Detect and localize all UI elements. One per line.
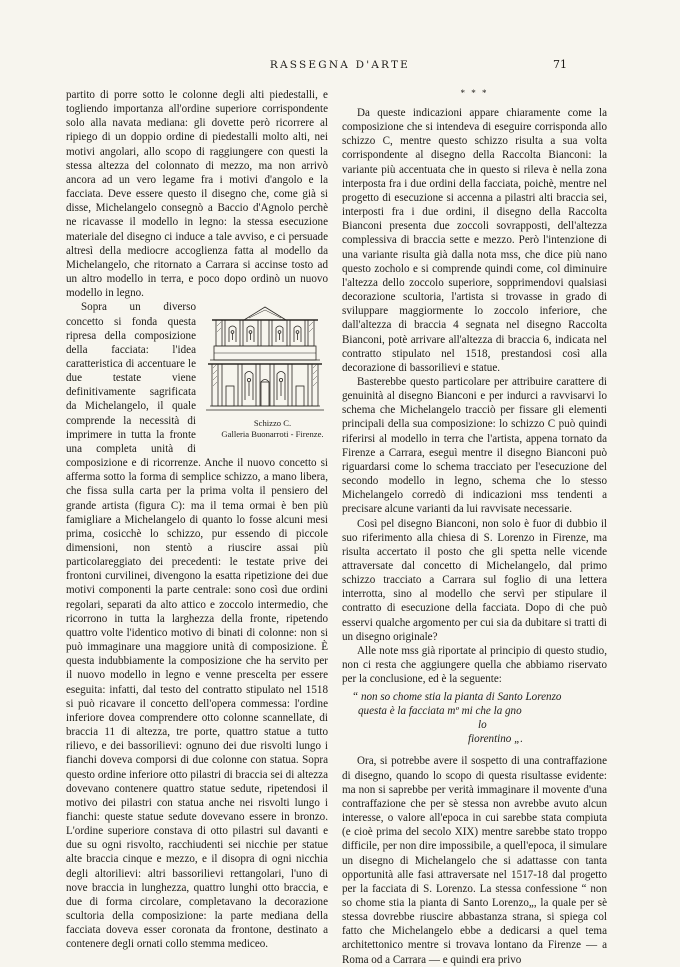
figure-schizzo-c [202, 302, 328, 450]
quote-line: “ non so chome stia la pianta di Santo Lorenzo [352, 691, 562, 704]
facade-sketch-image [202, 302, 328, 416]
caption-title: Schizzo C. [253, 418, 292, 429]
caption-source: Galleria Buonarroti - Firenze. [221, 428, 324, 439]
page-number: 71 [553, 58, 567, 71]
section-break: * * * [460, 88, 489, 98]
paragraph: partito di porre sotto le colonne degli alti piedestalli, e togliendo importanza all'ordine superiore corrispondente solo alla navata mediana: gli dovette però ricorrere al ripiego di un doppio ordine di piedestalli molto alti, nei motivi angolari, allo scopo di raggiungere con questi la stessa altezza del colonnato di mezzo, ma non arrivò ancora ad un vero legame fra i motivi d'angolo e la facciata. Deve essere questo il disegno che, come già si disse, Michelangelo consegnò a Baccio d'Agnolo perchè ne ricavasse il modello in legno: la stessa esecuzione materiale del disegno ci induce a tale avviso, e ci persuade altresì della mediocre accoglienza fatta al modello da Michelangelo, che ritornato a Carrara si accinse tosto ad un altro modello in terra, e poco dopo ordinò un nuovo modello in legno. [66, 89, 328, 300]
paragraph: Così pel disegno Bianconi, non solo è fuor di dubbio il suo riferimento alla chiesa di S. Lorenzo in Firenze, ma risulta accertato il posto che gli spetta nelle vicende attraversate dal concetto di Michelangelo, dal primo schizzo tracciato a Carrara sul foglio di una lettera interrotta, sino al modello che servì per stipulare il contratto di esecuzione della facciata. Dopo di che può esservi qualche argomento per cui sia da dubitare si tratti di un disegno originale? [342, 517, 607, 643]
figure-caption [202, 418, 328, 439]
paragraph: Da queste indicazioni appare chiaramente come la composizione che si intendeva di eseguire corrisponda allo schizzo C, mentre questo schizzo risulta a sua volta corrispondente al disegno della Raccolta Bianconi: la variante più accentuata che in questo si rileva è nella zona interposta fra i due ordini della facciata, poichè, mentre nel progetto di esecuzione si accenna a pilastri alti braccia sei, interposti fra i due ordini, il disegno della Raccolta Bianconi presenta due zoccoli sovrapposti, dell'altezza complessiva di braccia sette e mezzo. Però l'intenzione di una variante risulta già dalla nota mss, che dice più nano questo zocholo e si comprende quindi come, col diminuire l'altezza dello zoccolo superiore, sopprimendovi qualsiasi decorazione scultoria, l'artista si trovasse in grado di sviluppare maggiormente lo zoccolo inferiore, che dall'altezza di braccia 4 segnata nel disegno Raccolta Bianconi, potè arrivare all'altezza di braccia 6, indicata nel contratto stipulato nel 1518, prestandosi così alla decorazione di bassorilievi e statue. [342, 107, 607, 374]
paragraph: Alle note mss già riportate al principio di questo studio, non ci resta che aggiungere quella che abbiamo riservato per la conclusione, ed è la seguente: [342, 644, 607, 686]
paragraph: Basterebbe questo particolare per attribuire carattere di genuinità al disegno Bianconi e per indurci a ravvisarvi lo schema che Michelangelo tracciò per fissare gli elementi principali della sua composizione: lo schizzo C può quindi riferirsi al modello in terra che l'artista, appena tornato da Firenze a Carrara, eseguì mentre il disegno Bianconi può riguardarsi come lo schema tracciato per l'esecuzione del secondo modello in legno, schema che lo stesso Michelangelo corredò di indicazioni mss tendenti a precisare alcune varianti da lui ravvisate necessarie. [342, 375, 607, 516]
right-column [342, 88, 607, 967]
quote-line: lo [478, 719, 487, 732]
page-header [0, 58, 680, 74]
running-title: RASSEGNA D'ARTE [269, 59, 411, 71]
quote-line: questa è la facciata mº mi che la gno [358, 705, 522, 718]
paragraph-text: Sopra un diverso concetto si fonda questa ripresa della composizione della facciata: l'idea caratteristica di accentuare le due testate viene definitivamente sagrificata da Michelangelo, il quale comprende la necessità di imprimere in tutta la fronte una completa unità di composizione e di ricorrenze. Anche il nuovo concetto si afferma sotto la forma di semplice schizzo, a mano libera, che fissa sulla carta per la prima volta il pensiero del grande artista (figura C): ma il tema ormai è ben più famigliare a Michelangelo di quanto lo fosse alcuni mesi prima, cosicchè lo schizzo, pur essendo di piccole dimensioni, non stentò a riuscire assai più particolareggiato dei precedenti: le testate prive dei frontoni curvilinei, divengono la esatta ripetizione dei due motivi componenti la parte centrale: sono così due ordini regolari, separati da alto attico e zoccolo intermedio, che ricorrono in tutta la larghezza della fronte, ripetendo quattro volte l'identico motivo di binati di colonne: non si può immaginare una maggiore unità di composizione. È questa indubbiamente la composizione che ha servito per il nuovo modello in legno e venne prescelta per essere eseguita: infatti, dal testo del contratto stipulato nel 1518 si può ricavare il concetto dell'opera commessa: l'ordine inferiore dovea comprendere otto colonne scannellate, di braccia 11 di altezza, tre porte, quattro statue a tutto rilievo, e dei bassorilievi: ognuno dei due risvolti lungo i fianchi doveva comporsi di due colonne con statua. Sopra questo ordine inferiore otto pilastri di braccia sei di altezza dovevano contenere quattro statue sedute, ripetendosi il motivo dei pilastri con statua anche nei risvolti lungo i fianchi: queste statue sedute dovevano essere in bronzo. L'ordine superiore constava di otto pilastri sul davanti e due su ogni risvolto, racchiudenti sei nicchie per statue alte braccia cinque e mezzo, e il disopra di ogni nicchia degli altorilievi: altri bassorilievi rettangolari, l'uno di nove braccia in lunghezza, quattro lunghi otto braccia, e due di forma circolare, completavano la decorazione scultoria della composizione: la parte mediana della facciata doveva esser coronata da frontone, destinato a contenere degli ornati collo stemma mediceo. [66, 301, 328, 951]
paragraph-with-figure [66, 300, 328, 951]
paragraph: Ora, si potrebbe avere il sospetto di una contraffazione di disegno, quando lo scopo di questa risultasse evidente: ma non si saprebbe per verità immaginare il movente d'una contraffazione che per sè stessa non avrebbe avuto alcun interesse, o valore all'epoca in cui sarebbe stata compiuta (e cioè prima del secolo XIX) mentre sarebbe stato troppo difficile, per non dire impossibile, a quell'epoca, il simulare un disegno di Michelangelo che si adattasse con tanta opportunità alle fasi attraversate nel 1517-18 dal progetto per la facciata di S. Lorenzo. La stessa confessione “ non so chome stia la pianta di Santo Lorenzo„, la quale per sè stessa dovrebbe riuscire abbastanza strana, si spiega col fatto che Michelangelo ebbe a dedicarsi a quel tema architettonico mentre si trovava lontano da Firenze — a Roma od a Carrara — e quindi era privo [342, 755, 607, 966]
quoted-note [342, 690, 607, 746]
quote-line: fiorentino „. [468, 733, 524, 746]
left-column [66, 88, 328, 952]
